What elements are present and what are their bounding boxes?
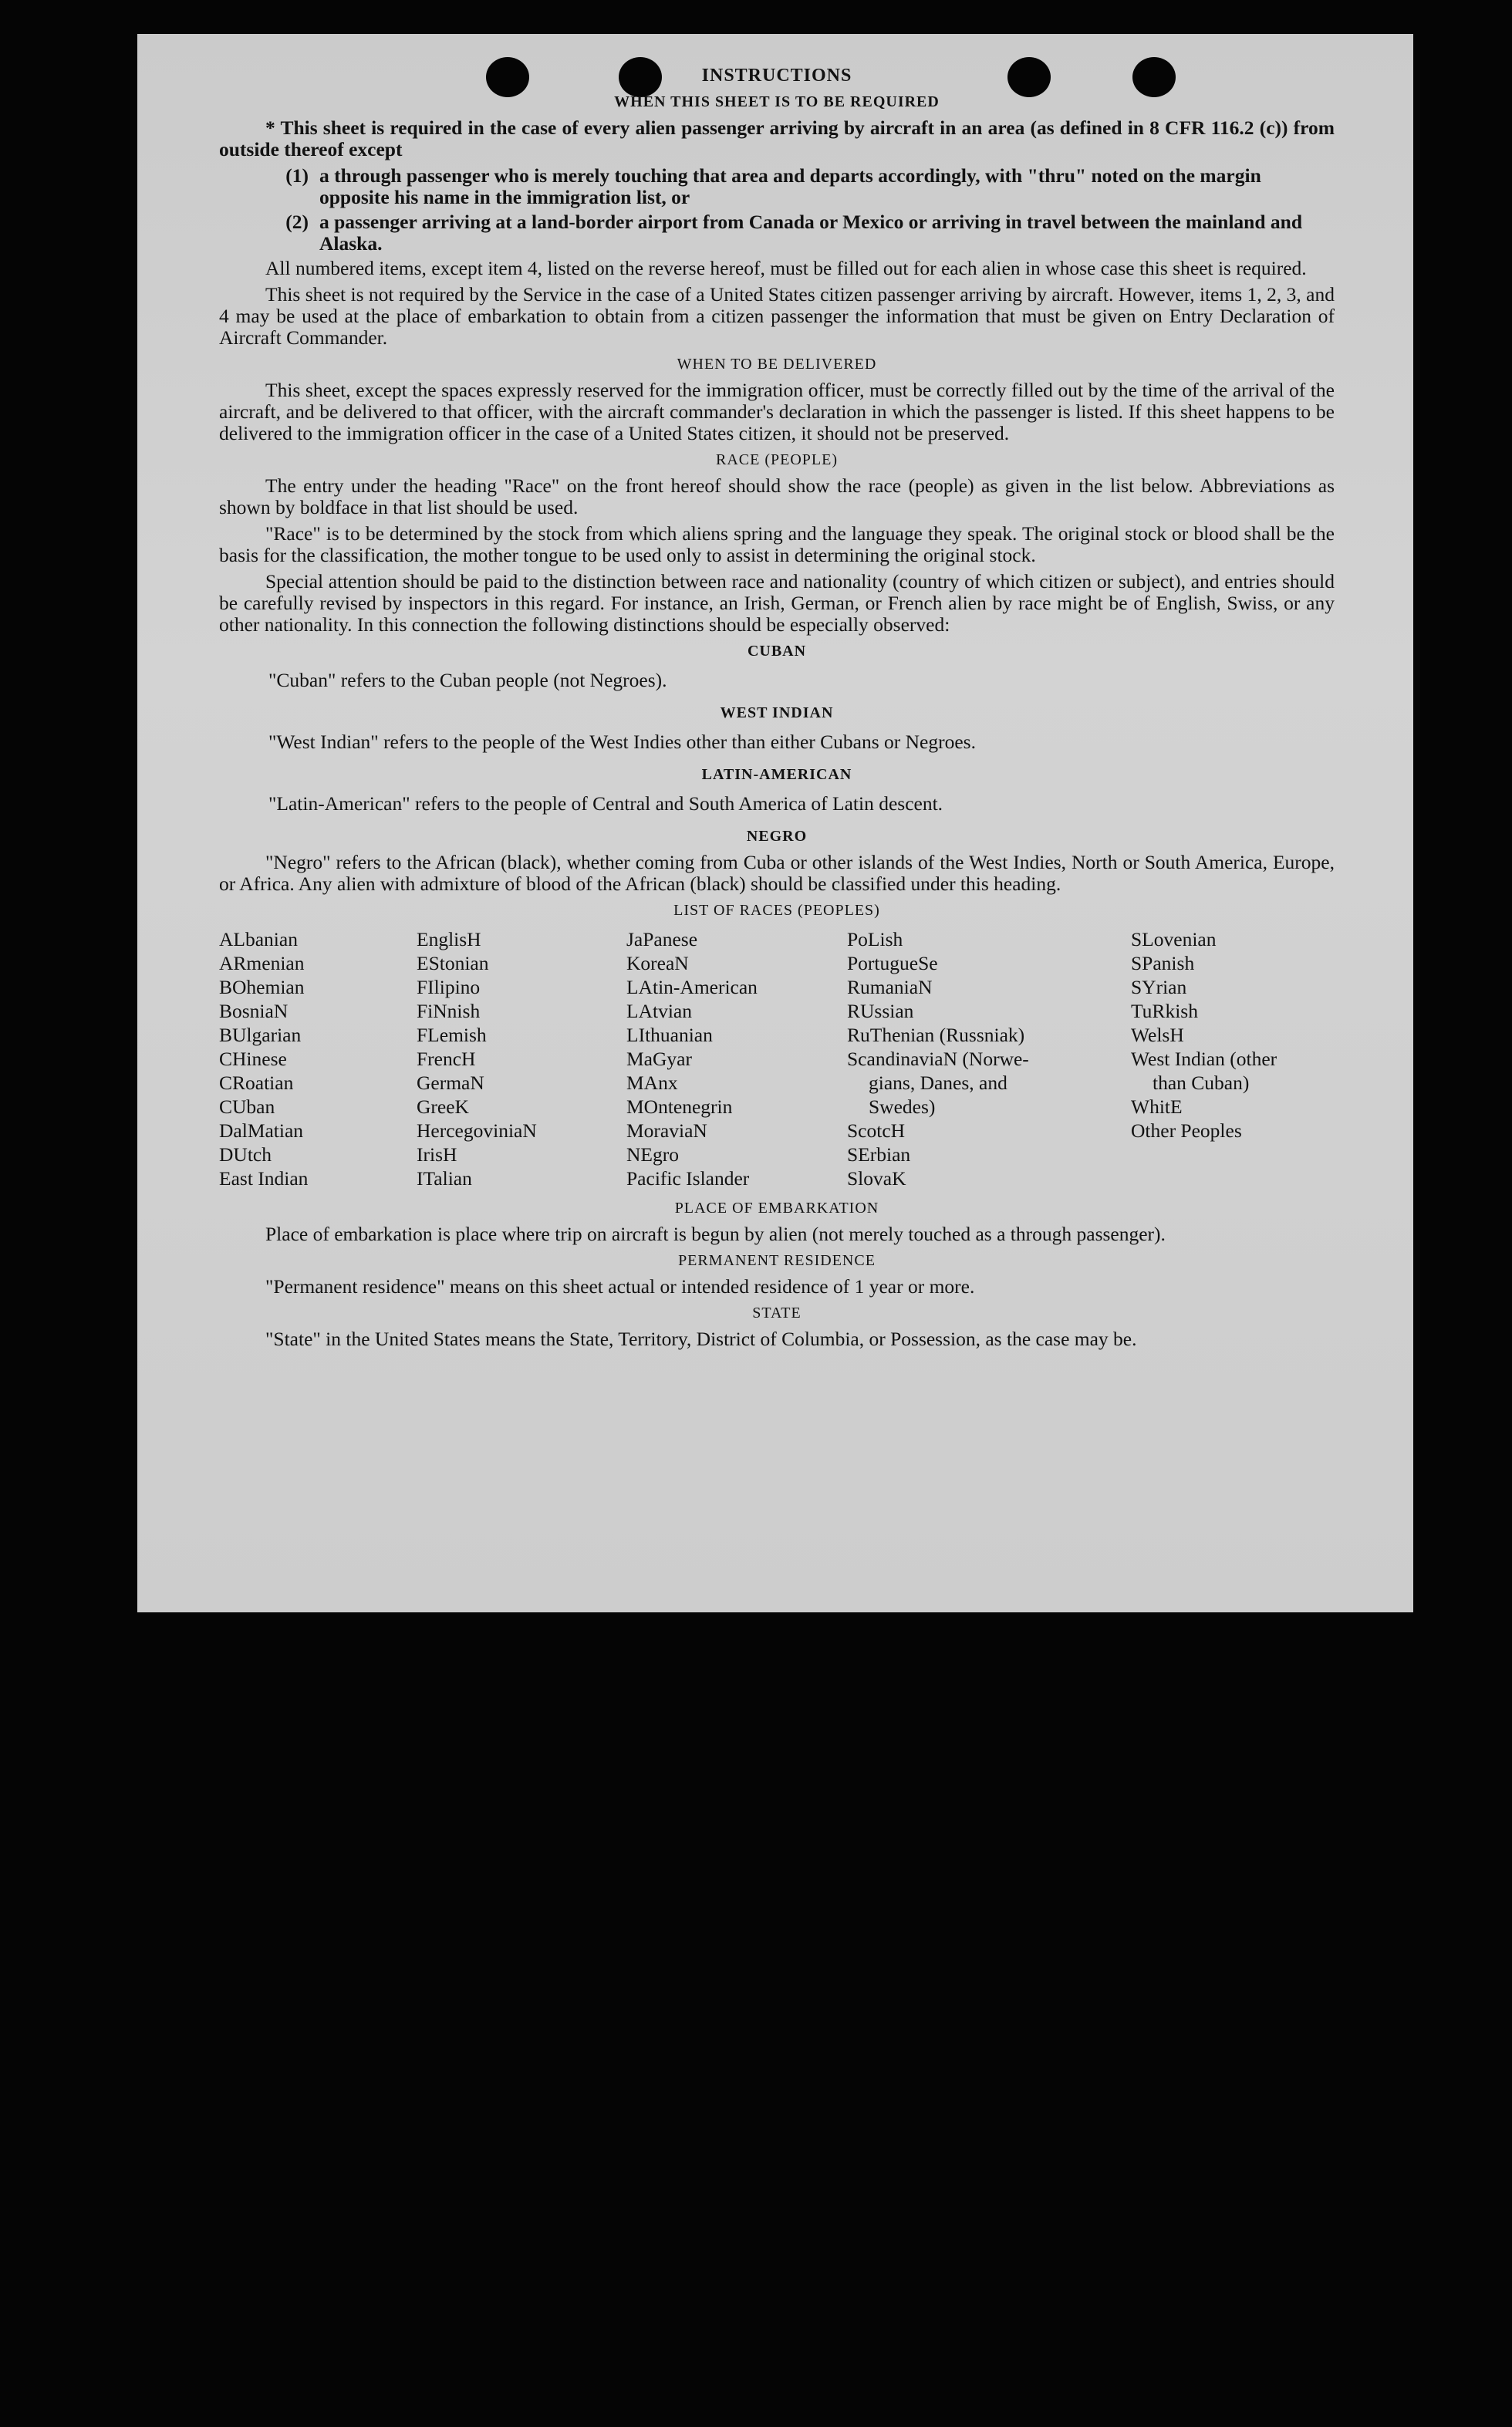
cuban-definition: "Cuban" refers to the Cuban people (not Negroes). xyxy=(268,669,667,691)
section-heading-when-delivered: WHEN TO BE DELIVERED xyxy=(677,356,877,373)
race-entry: SYrian xyxy=(1131,976,1187,998)
race-entry: MAnx xyxy=(626,1072,678,1094)
race-entry: LAtvian xyxy=(626,1000,692,1022)
west-indian-definition: "West Indian" refers to the people of the West Indies other than either Cubans or Negroes. xyxy=(268,731,976,753)
item-text: a through passenger who is merely touching that area and departs accordingly, with "thru" noted on the margin opposite his name in the immigration list, or xyxy=(319,164,1261,208)
race-entry: PortugueSe xyxy=(847,952,938,974)
race-entry: SLovenian xyxy=(1131,928,1217,950)
residence-text: "Permanent residence" means on this sheet actual or intended residence of 1 year or more. xyxy=(265,1275,975,1298)
race-entry: KoreaN xyxy=(626,952,689,974)
race-entry: West Indian (other xyxy=(1131,1048,1277,1070)
race-entry: PoLish xyxy=(847,928,903,950)
race-entry: HercegoviniaN xyxy=(417,1119,537,1142)
race-entry: ITalian xyxy=(417,1167,472,1190)
race-entry: EStonian xyxy=(417,952,489,974)
race-entry: MoraviaN xyxy=(626,1119,707,1142)
race-entry: DUtch xyxy=(219,1143,272,1166)
race-entry: TuRkish xyxy=(1131,1000,1198,1022)
race-entry: East Indian xyxy=(219,1167,309,1190)
section-heading-residence: PERMANENT RESIDENCE xyxy=(678,1252,876,1269)
races-column-4 xyxy=(847,927,1029,1190)
latin-american-definition: "Latin-American" refers to the people of Central and South America of Latin descent. xyxy=(268,792,943,815)
section-heading-west-indian: WEST INDIAN xyxy=(720,704,834,721)
race-entry: Swedes) xyxy=(869,1095,936,1118)
race-entry: GreeK xyxy=(417,1095,469,1118)
negro-definition: "Negro" refers to the African (black), whether coming from Cuba or other islands of the West Indies, North or South America, Europe, or Africa. Any alien with admixture of blood of the African (black) should be classified under this heading. xyxy=(219,851,1335,895)
race-entry: Other Peoples xyxy=(1131,1119,1242,1142)
section-heading-state: STATE xyxy=(752,1305,802,1322)
race-paragraph-2: "Race" is to be determined by the stock from which aliens spring and the language they speak. The original stock or blood shall be the basis for the classification, the mother tongue to be used only to assist in determining the original stock. xyxy=(219,522,1335,566)
race-entry: JaPanese xyxy=(626,928,698,950)
races-column-1 xyxy=(219,927,308,1190)
numbered-items-paragraph: All numbered items, except item 4, listed on the reverse hereof, must be filled out for each alien in whose case this sheet is required. xyxy=(265,257,1307,279)
when-delivered-text: This sheet, except the spaces expressly reserved for the immigration officer, must be correctly filled out by the time of the arrival of the aircraft, and be delivered to that officer, with the aircraft commander's declaration in which the passenger is listed. If this sheet happens to be delivered to the immigration officer in the case of a United States citizen, it should not be preserved. xyxy=(219,379,1335,444)
race-entry: than Cuban) xyxy=(1153,1072,1250,1094)
race-entry: EnglisH xyxy=(417,928,481,950)
race-entry: GermaN xyxy=(417,1072,484,1094)
section-heading-embarkation: PLACE OF EMBARKATION xyxy=(674,1200,879,1217)
item-text: a passenger arriving at a land-border airport from Canada or Mexico or arriving in travel between the mainland and Alaska. xyxy=(319,211,1303,255)
races-column-3 xyxy=(626,927,758,1190)
document-page xyxy=(137,34,1413,1612)
section-heading-list-of-races: LIST OF RACES (PEOPLES) xyxy=(673,902,880,919)
race-entry: SlovaK xyxy=(847,1167,906,1190)
race-entry: WelsH xyxy=(1131,1024,1184,1046)
race-entry: BosniaN xyxy=(219,1000,289,1022)
state-text: "State" in the United States means the State, Territory, District of Columbia, or Possession, as the case may be. xyxy=(265,1328,1137,1350)
section-heading-race: RACE (PEOPLE) xyxy=(716,451,838,468)
race-entry: RUssian xyxy=(847,1000,914,1022)
section-heading-cuban: CUBAN xyxy=(747,643,807,660)
race-entry: ScotcH xyxy=(847,1119,906,1142)
section-heading-when-required: WHEN THIS SHEET IS TO BE REQUIRED xyxy=(614,93,940,110)
race-entry: MaGyar xyxy=(626,1048,692,1070)
race-entry: FIlipino xyxy=(417,976,481,998)
item-number: (1) xyxy=(285,164,309,187)
section-heading-latin-american: LATIN-AMERICAN xyxy=(701,766,852,783)
race-entry: SErbian xyxy=(847,1143,911,1166)
races-column-2 xyxy=(417,927,537,1190)
race-entry: CHinese xyxy=(219,1048,287,1070)
item-number: (2) xyxy=(285,211,309,233)
section-heading-negro: NEGRO xyxy=(746,828,808,845)
race-entry: FLemish xyxy=(417,1024,487,1046)
exception-item xyxy=(219,211,1335,255)
race-entry: LIthuanian xyxy=(626,1024,713,1046)
races-column-5 xyxy=(1131,927,1277,1143)
race-entry: NEgro xyxy=(626,1143,679,1166)
instructions-content xyxy=(219,65,1335,1355)
race-entry: WhitE xyxy=(1131,1095,1183,1118)
race-entry: Pacific Islander xyxy=(626,1167,750,1190)
race-paragraph-1: The entry under the heading "Race" on the front hereof should show the race (people) as given in the list below. Abbreviations as shown by boldface in that list should be used. xyxy=(219,474,1335,518)
race-entry: BUlgarian xyxy=(219,1024,302,1046)
embarkation-text: Place of embarkation is place where trip on aircraft is begun by alien (not merely touched as a through passenger). xyxy=(265,1223,1166,1245)
race-entry: FiNnish xyxy=(417,1000,481,1022)
exception-item xyxy=(219,165,1335,208)
race-entry: SPanish xyxy=(1131,952,1195,974)
race-entry: CRoatian xyxy=(219,1072,294,1094)
race-entry: IrisH xyxy=(417,1143,457,1166)
race-entry: ScandinaviaN (Norwe- xyxy=(847,1048,1029,1070)
race-entry: ARmenian xyxy=(219,952,305,974)
race-entry: LAtin-American xyxy=(626,976,758,998)
citizen-paragraph: This sheet is not required by the Service in the case of a United States citizen passenger arriving by aircraft. However, items 1, 2, 3, and 4 may be used at the place of embarkation to obtain from a citizen passenger the information that must be given on Entry Declaration of Aircraft Commander. xyxy=(219,283,1335,349)
page-title: INSTRUCTIONS xyxy=(701,66,852,86)
race-entry: RumaniaN xyxy=(847,976,933,998)
race-entry: DalMatian xyxy=(219,1119,304,1142)
race-entry: FrencH xyxy=(417,1048,476,1070)
race-paragraph-3: Special attention should be paid to the distinction between race and nationality (country of which citizen or subject), and entries should be carefully revised by inspectors in this regard. For instance, an Irish, German, or French alien by race might be of English, Swiss, or any other nationality. In this connection the following distinctions should be especially observed: xyxy=(219,570,1335,636)
race-entry: gians, Danes, and xyxy=(869,1072,1007,1094)
race-entry: MOntenegrin xyxy=(626,1095,733,1118)
race-entry: BOhemian xyxy=(219,976,305,998)
races-list xyxy=(219,927,1335,1193)
race-entry: ALbanian xyxy=(219,928,298,950)
race-entry: RuThenian (Russniak) xyxy=(847,1024,1025,1046)
when-required-intro: * This sheet is required in the case of every alien passenger arriving by aircraft in an area (as defined in 8 CFR 116.2 (c)) from outside thereof except xyxy=(219,116,1335,160)
race-entry: CUban xyxy=(219,1095,275,1118)
